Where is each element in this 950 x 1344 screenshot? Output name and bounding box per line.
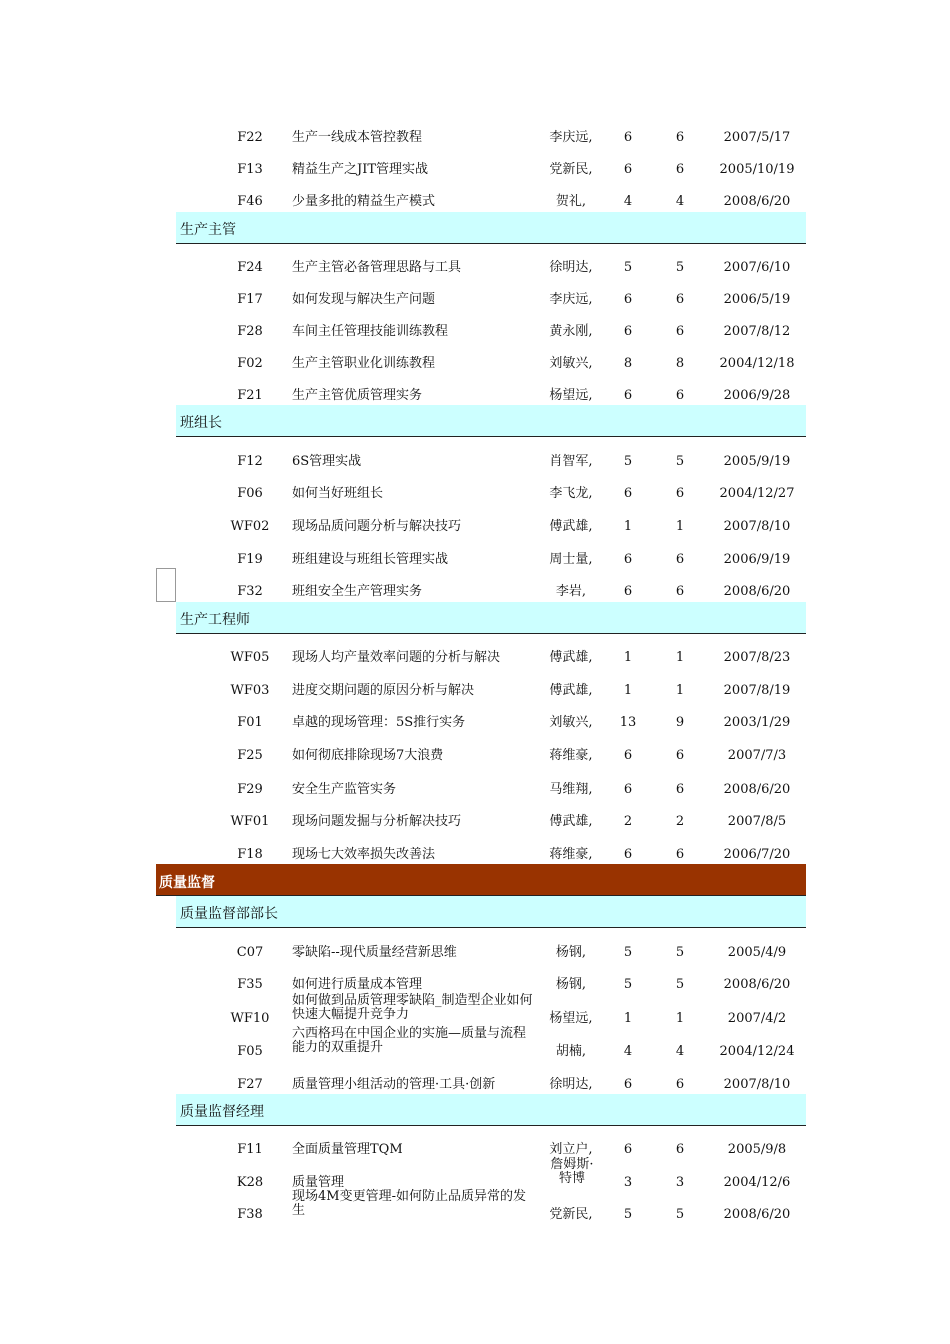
quantity-a[interactable]: 4 xyxy=(623,1044,633,1059)
course-title[interactable]: 现场七大效率损失改善法 xyxy=(292,847,436,862)
course-code[interactable]: WF10 xyxy=(230,1011,270,1026)
course-author[interactable]: 周士量, xyxy=(549,552,593,567)
course-code[interactable]: F46 xyxy=(237,194,263,209)
course-date[interactable]: 2007/8/10 xyxy=(723,1077,791,1092)
quantity-a[interactable]: 6 xyxy=(623,552,633,567)
course-author[interactable]: 党新民, xyxy=(549,1207,593,1222)
course-title[interactable]: 现场问题发掘与分析解决技巧 xyxy=(292,814,462,829)
course-title[interactable]: 车间主任管理技能训练教程 xyxy=(292,324,449,339)
quantity-b[interactable]: 6 xyxy=(675,486,685,501)
quantity-a[interactable]: 6 xyxy=(623,782,633,797)
quantity-b[interactable]: 5 xyxy=(675,260,685,275)
course-date[interactable]: 2005/9/19 xyxy=(723,454,791,469)
course-author[interactable]: 徐明达, xyxy=(549,260,593,275)
quantity-b[interactable]: 6 xyxy=(675,847,685,862)
course-author[interactable]: 李庆远, xyxy=(549,292,593,307)
course-date[interactable]: 2007/8/5 xyxy=(727,814,787,829)
course-author[interactable]: 胡楠, xyxy=(555,1044,587,1059)
course-title[interactable]: 生产主管必备管理思路与工具 xyxy=(292,260,462,275)
course-title[interactable]: 班组安全生产管理实务 xyxy=(292,584,423,599)
course-code[interactable]: F32 xyxy=(237,584,263,599)
quantity-a[interactable]: 5 xyxy=(623,260,633,275)
course-title[interactable]: 生产主管优质管理实务 xyxy=(292,388,423,403)
quantity-a[interactable]: 1 xyxy=(623,683,633,698)
course-author[interactable]: 傅武雄, xyxy=(549,519,593,534)
course-title[interactable]: 如何彻底排除现场7大浪费 xyxy=(292,748,444,763)
quantity-b[interactable]: 1 xyxy=(675,683,685,698)
course-title[interactable]: 全面质量管理TQM xyxy=(292,1142,403,1157)
quantity-a[interactable]: 6 xyxy=(623,847,633,862)
quantity-b[interactable]: 6 xyxy=(675,584,685,599)
course-date[interactable]: 2008/6/20 xyxy=(723,782,791,797)
subcategory-header xyxy=(176,602,806,634)
course-code[interactable]: F12 xyxy=(237,454,263,469)
course-author[interactable]: 黄永刚, xyxy=(549,324,593,339)
subcategory-label: 班组长 xyxy=(180,415,222,431)
quantity-b[interactable]: 5 xyxy=(675,945,685,960)
quantity-b[interactable]: 2 xyxy=(675,814,685,829)
course-code[interactable]: F06 xyxy=(237,486,263,501)
course-code[interactable]: F29 xyxy=(237,782,263,797)
course-date[interactable]: 2003/1/29 xyxy=(723,715,791,730)
course-date[interactable]: 2007/5/17 xyxy=(723,130,791,145)
course-date[interactable]: 2006/9/19 xyxy=(723,552,791,567)
course-title[interactable]: 班组建设与班组长管理实战 xyxy=(292,552,449,567)
course-code[interactable]: F01 xyxy=(237,715,263,730)
quantity-b[interactable]: 6 xyxy=(675,162,685,177)
course-title[interactable]: 现场4M变更管理-如何防止品质异常的发生 xyxy=(292,1189,526,1218)
quantity-a[interactable]: 13 xyxy=(619,715,637,730)
course-author[interactable]: 贺礼, xyxy=(555,194,587,209)
course-author[interactable]: 杨钢, xyxy=(555,945,587,960)
course-title[interactable]: 如何进行质量成本管理 xyxy=(292,977,423,992)
quantity-b[interactable]: 1 xyxy=(675,650,685,665)
course-code[interactable]: K28 xyxy=(236,1175,264,1190)
course-title[interactable]: 卓越的现场管理：5S推行实务 xyxy=(292,715,466,730)
quantity-a[interactable]: 6 xyxy=(623,388,633,403)
subcategory-header xyxy=(176,896,806,928)
quantity-a[interactable]: 5 xyxy=(623,945,633,960)
quantity-a[interactable]: 2 xyxy=(623,814,633,829)
course-date[interactable]: 2005/4/9 xyxy=(727,945,787,960)
course-author[interactable]: 肖智军, xyxy=(549,454,593,469)
course-title[interactable]: 6S管理实战 xyxy=(292,454,362,469)
quantity-b[interactable]: 6 xyxy=(675,748,685,763)
quantity-a[interactable]: 6 xyxy=(623,324,633,339)
quantity-a[interactable]: 1 xyxy=(623,519,633,534)
course-title[interactable]: 六西格玛在中国企业的实施—质量与流程能力的双重提升 xyxy=(292,1026,527,1055)
quantity-b[interactable]: 6 xyxy=(675,388,685,403)
quantity-b[interactable]: 6 xyxy=(675,1142,685,1157)
quantity-b[interactable]: 6 xyxy=(675,292,685,307)
category-header xyxy=(156,864,806,896)
quantity-a[interactable]: 5 xyxy=(623,977,633,992)
course-code[interactable]: F35 xyxy=(237,977,263,992)
quantity-a[interactable]: 3 xyxy=(623,1175,633,1190)
quantity-a[interactable]: 1 xyxy=(623,650,633,665)
course-title[interactable]: 质量管理 xyxy=(292,1175,345,1190)
course-date[interactable]: 2008/6/20 xyxy=(723,584,791,599)
course-title[interactable]: 质量管理小组活动的管理·工具·创新 xyxy=(292,1077,496,1092)
course-date[interactable]: 2007/4/2 xyxy=(727,1011,787,1026)
course-code[interactable]: F05 xyxy=(237,1044,263,1059)
quantity-a[interactable]: 6 xyxy=(623,1077,633,1092)
course-date[interactable]: 2005/10/19 xyxy=(719,162,795,177)
course-date[interactable]: 2006/7/20 xyxy=(723,847,791,862)
quantity-a[interactable]: 5 xyxy=(623,454,633,469)
quantity-b[interactable]: 6 xyxy=(675,324,685,339)
subcategory-header xyxy=(176,1094,806,1126)
course-author[interactable]: 李岩, xyxy=(555,584,587,599)
quantity-b[interactable]: 4 xyxy=(675,194,685,209)
quantity-b[interactable]: 5 xyxy=(675,1207,685,1222)
quantity-a[interactable]: 6 xyxy=(623,162,633,177)
course-code[interactable]: WF05 xyxy=(230,650,270,665)
quantity-b[interactable]: 1 xyxy=(675,519,685,534)
subcategory-label: 质量监督部部长 xyxy=(180,906,278,922)
subcategory-label: 质量监督经理 xyxy=(180,1104,264,1120)
course-title[interactable]: 现场人均产量效率问题的分析与解决 xyxy=(292,650,501,665)
course-author[interactable]: 蒋维豪, xyxy=(549,847,593,862)
course-title[interactable]: 现场品质问题分析与解决技巧 xyxy=(292,519,462,534)
course-code[interactable]: WF03 xyxy=(230,683,270,698)
course-code[interactable]: F28 xyxy=(237,324,263,339)
course-title[interactable]: 如何当好班组长 xyxy=(292,486,384,501)
course-author[interactable]: 杨望远, xyxy=(549,1011,593,1026)
course-title[interactable]: 安全生产监管实务 xyxy=(292,782,397,797)
quantity-b[interactable]: 3 xyxy=(675,1175,685,1190)
quantity-b[interactable]: 6 xyxy=(675,782,685,797)
course-date[interactable]: 2007/8/23 xyxy=(723,650,791,665)
course-title[interactable]: 少量多批的精益生产模式 xyxy=(292,194,436,209)
course-code[interactable]: F38 xyxy=(237,1207,263,1222)
course-code[interactable]: F02 xyxy=(237,356,263,371)
course-date[interactable]: 2007/8/19 xyxy=(723,683,791,698)
quantity-a[interactable]: 6 xyxy=(623,748,633,763)
course-author[interactable]: 詹姆斯·特博 xyxy=(550,1157,594,1186)
quantity-b[interactable]: 8 xyxy=(675,356,685,371)
quantity-a[interactable]: 6 xyxy=(623,130,633,145)
course-author[interactable]: 李飞龙, xyxy=(549,486,593,501)
course-author[interactable]: 刘立户, xyxy=(549,1142,593,1157)
course-code[interactable]: F27 xyxy=(237,1077,263,1092)
quantity-b[interactable]: 6 xyxy=(675,552,685,567)
course-author[interactable]: 刘敏兴, xyxy=(549,356,593,371)
course-date[interactable]: 2004/12/18 xyxy=(719,356,795,371)
course-author[interactable]: 徐明达, xyxy=(549,1077,593,1092)
course-date[interactable]: 2008/6/20 xyxy=(723,194,791,209)
category-label: 质量监督 xyxy=(159,875,215,891)
course-code[interactable]: F24 xyxy=(237,260,263,275)
course-author[interactable]: 杨望远, xyxy=(549,388,593,403)
quantity-a[interactable]: 5 xyxy=(623,1207,633,1222)
course-code[interactable]: F21 xyxy=(237,388,263,403)
course-date[interactable]: 2004/12/6 xyxy=(723,1175,791,1190)
course-code[interactable]: F22 xyxy=(237,130,263,145)
quantity-b[interactable]: 5 xyxy=(675,454,685,469)
course-code[interactable]: WF02 xyxy=(230,519,270,534)
course-code[interactable]: F17 xyxy=(237,292,263,307)
course-title[interactable]: 精益生产之JIT管理实战 xyxy=(292,162,429,177)
course-title[interactable]: 如何发现与解决生产问题 xyxy=(292,292,436,307)
course-code[interactable]: F19 xyxy=(237,552,263,567)
course-author[interactable]: 刘敏兴, xyxy=(549,715,593,730)
course-date[interactable]: 2005/9/8 xyxy=(727,1142,787,1157)
quantity-b[interactable]: 6 xyxy=(675,1077,685,1092)
course-date[interactable]: 2007/7/3 xyxy=(727,748,787,763)
quantity-a[interactable]: 6 xyxy=(623,584,633,599)
course-author[interactable]: 杨钢, xyxy=(555,977,587,992)
course-code[interactable]: F13 xyxy=(237,162,263,177)
course-author[interactable]: 李庆远, xyxy=(549,130,593,145)
course-title[interactable]: 零缺陷--现代质量经营新思维 xyxy=(292,945,457,960)
cell-selection-box[interactable] xyxy=(156,568,176,602)
course-author[interactable]: 蒋维豪, xyxy=(549,748,593,763)
course-title[interactable]: 进度交期问题的原因分析与解决 xyxy=(292,683,475,698)
course-date[interactable]: 2007/8/10 xyxy=(723,519,791,534)
course-author[interactable]: 马维翔, xyxy=(549,782,593,797)
quantity-a[interactable]: 8 xyxy=(623,356,633,371)
course-code[interactable]: F18 xyxy=(237,847,263,862)
quantity-a[interactable]: 6 xyxy=(623,292,633,307)
subcategory-label: 生产工程师 xyxy=(180,612,250,628)
quantity-b[interactable]: 4 xyxy=(675,1044,685,1059)
quantity-b[interactable]: 9 xyxy=(675,715,685,730)
course-author[interactable]: 傅武雄, xyxy=(549,650,593,665)
course-code[interactable]: WF01 xyxy=(230,814,270,829)
quantity-a[interactable]: 6 xyxy=(623,1142,633,1157)
quantity-a[interactable]: 4 xyxy=(623,194,633,209)
course-code[interactable]: F11 xyxy=(237,1142,263,1157)
course-date[interactable]: 2008/6/20 xyxy=(723,977,791,992)
quantity-b[interactable]: 6 xyxy=(675,130,685,145)
course-author[interactable]: 傅武雄, xyxy=(549,814,593,829)
course-date[interactable]: 2004/12/24 xyxy=(719,1044,795,1059)
course-date[interactable]: 2004/12/27 xyxy=(719,486,795,501)
subcategory-header xyxy=(176,405,806,437)
course-date[interactable]: 2008/6/20 xyxy=(723,1207,791,1222)
course-date[interactable]: 2007/6/10 xyxy=(723,260,791,275)
course-author[interactable]: 傅武雄, xyxy=(549,683,593,698)
course-date[interactable]: 2006/9/28 xyxy=(723,388,791,403)
quantity-b[interactable]: 5 xyxy=(675,977,685,992)
course-code[interactable]: C07 xyxy=(236,945,264,960)
course-title[interactable]: 生产主管职业化训练教程 xyxy=(292,356,436,371)
course-date[interactable]: 2006/5/19 xyxy=(723,292,791,307)
course-author[interactable]: 党新民, xyxy=(549,162,593,177)
quantity-b[interactable]: 1 xyxy=(675,1011,685,1026)
subcategory-label: 生产主管 xyxy=(180,222,236,238)
course-date[interactable]: 2007/8/12 xyxy=(723,324,791,339)
quantity-a[interactable]: 1 xyxy=(623,1011,633,1026)
subcategory-header xyxy=(176,212,806,244)
course-code[interactable]: F25 xyxy=(237,748,263,763)
course-title[interactable]: 生产一线成本管控教程 xyxy=(292,130,423,145)
quantity-a[interactable]: 6 xyxy=(623,486,633,501)
course-title[interactable]: 如何做到品质管理零缺陷_制造型企业如何快速大幅提升竞争力 xyxy=(292,993,533,1022)
